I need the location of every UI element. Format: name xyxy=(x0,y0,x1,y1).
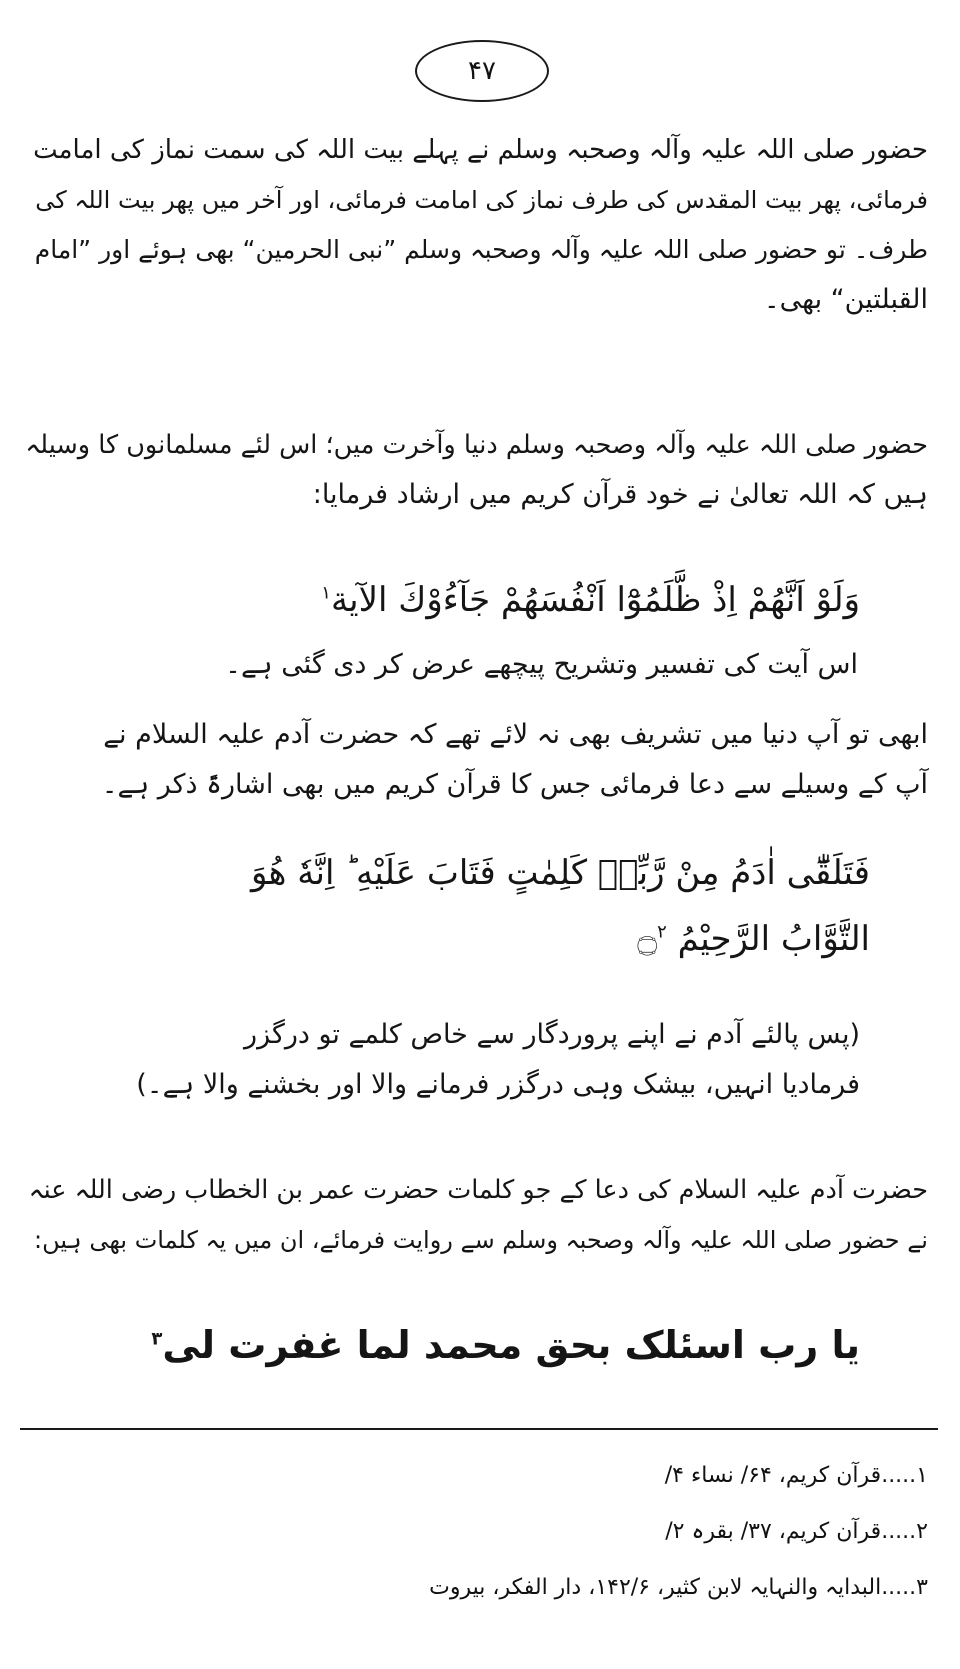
paragraph-2 xyxy=(18,420,928,520)
footnote-ref: ۱ xyxy=(321,582,331,604)
dua-line: یا رب اسئلک بحق محمد لما غفرت لی xyxy=(162,1323,860,1367)
paragraph-6 xyxy=(18,1165,928,1265)
footnote-item: ۲.....قرآن کریم، ۳۷/ بقرہ ۲/ xyxy=(665,1519,928,1544)
quran-verse-2 xyxy=(70,840,870,972)
paragraph-line: القبلتین“ بھی۔ xyxy=(763,284,928,315)
paragraph-line: فرمادیا انہیں، بیشک وہی درگزر فرمانے والا اور بخشنے والا ہے۔) xyxy=(136,1069,860,1100)
paragraph-line: فرمائی، پھر بیت المقدس کی طرف نماز کی امامت فرمائی، اور آخر میں پھر بیت اللہ کی xyxy=(35,186,928,214)
verse-text: وَلَوْ اَنَّهُمْ اِذْ ظَّلَمُوْٓا اَنْفُسَهُمْ جَآءُوْكَ الآية xyxy=(330,580,860,620)
paragraph-4 xyxy=(18,710,928,810)
dua-text xyxy=(80,1315,860,1375)
verse-line-1: فَتَلَقّٰٓى اٰدَمُ مِنْ رَّبِّهٖ كَلِمٰتٍ فَتَابَ عَلَيْهِ ؕ اِنَّهٗ هُوَ xyxy=(250,853,870,893)
paragraph-5 xyxy=(60,1010,860,1110)
footnotes xyxy=(0,1448,928,1616)
paragraph-line: ابھی تو آپ دنیا میں تشریف بھی نہ لائے تھے کہ حضرت آدم علیہ السلام نے xyxy=(103,719,928,750)
footnote-ref: ۳ xyxy=(151,1328,163,1350)
verse-line-2 xyxy=(70,906,870,972)
paragraph-line: طرف۔ تو حضور صلی اللہ علیہ وآلہ وصحبہ وسلم ”نبی الحرمین“ بھی ہوئے اور ”امام xyxy=(34,235,928,264)
footnote-ref: ۲ xyxy=(657,921,667,943)
paragraph-line: (پس پالئے آدم نے اپنے پروردگار سے خاص کلمے تو درگزر xyxy=(244,1019,860,1050)
footnote-item: ۱.....قرآن کریم، ۶۴/ نساء ۴/ xyxy=(664,1463,928,1488)
page-number xyxy=(415,40,549,102)
paragraph-line: حضرت آدم علیہ السلام کی دعا کے جو کلمات حضرت عمر بن الخطاب رضی اللہ عنہ xyxy=(28,1175,928,1205)
paragraph-line: حضور صلی اللہ علیہ وآلہ وصحبہ وسلم دنیا وآخرت میں؛ اس لئے مسلمانوں کا وسیلہ xyxy=(25,430,928,460)
paragraph-line: حضور صلی اللہ علیہ وآلہ وصحبہ وسلم نے پہلے بیت اللہ کی سمت نماز کی امامت xyxy=(33,135,928,165)
paragraph-1 xyxy=(18,125,928,325)
footnote-divider xyxy=(20,1428,938,1430)
paragraph-line: آپ کے وسیلے سے دعا فرمائی جس کا قرآن کریم میں بھی اشارۃً ذکر ہے۔ xyxy=(101,769,928,800)
footnote-item: ۳.....البدایہ والنہایہ لابن کثیر، ۱۴۲/۶، دار الفکر، بیروت xyxy=(429,1575,928,1600)
paragraph-3 xyxy=(18,640,858,690)
paragraph-line: نے حضور صلی اللہ علیہ وآلہ وصحبہ وسلم سے روایت فرمائے، ان میں یہ کلمات بھی ہیں: xyxy=(34,1226,928,1254)
page-number-text: ۴۷ xyxy=(468,56,496,86)
paragraph-line: ہیں کہ اللہ تعالیٰ نے خود قرآن کریم میں ارشاد فرمایا: xyxy=(312,479,928,510)
paragraph-line: اس آیت کی تفسیر وتشریح پیچھے عرض کر دی گئی ہے۔ xyxy=(225,649,858,680)
quran-verse-1 xyxy=(100,570,860,630)
verse-line-2-text: التَّوَّابُ الرَّحِيْمُ ۝ xyxy=(637,919,870,959)
